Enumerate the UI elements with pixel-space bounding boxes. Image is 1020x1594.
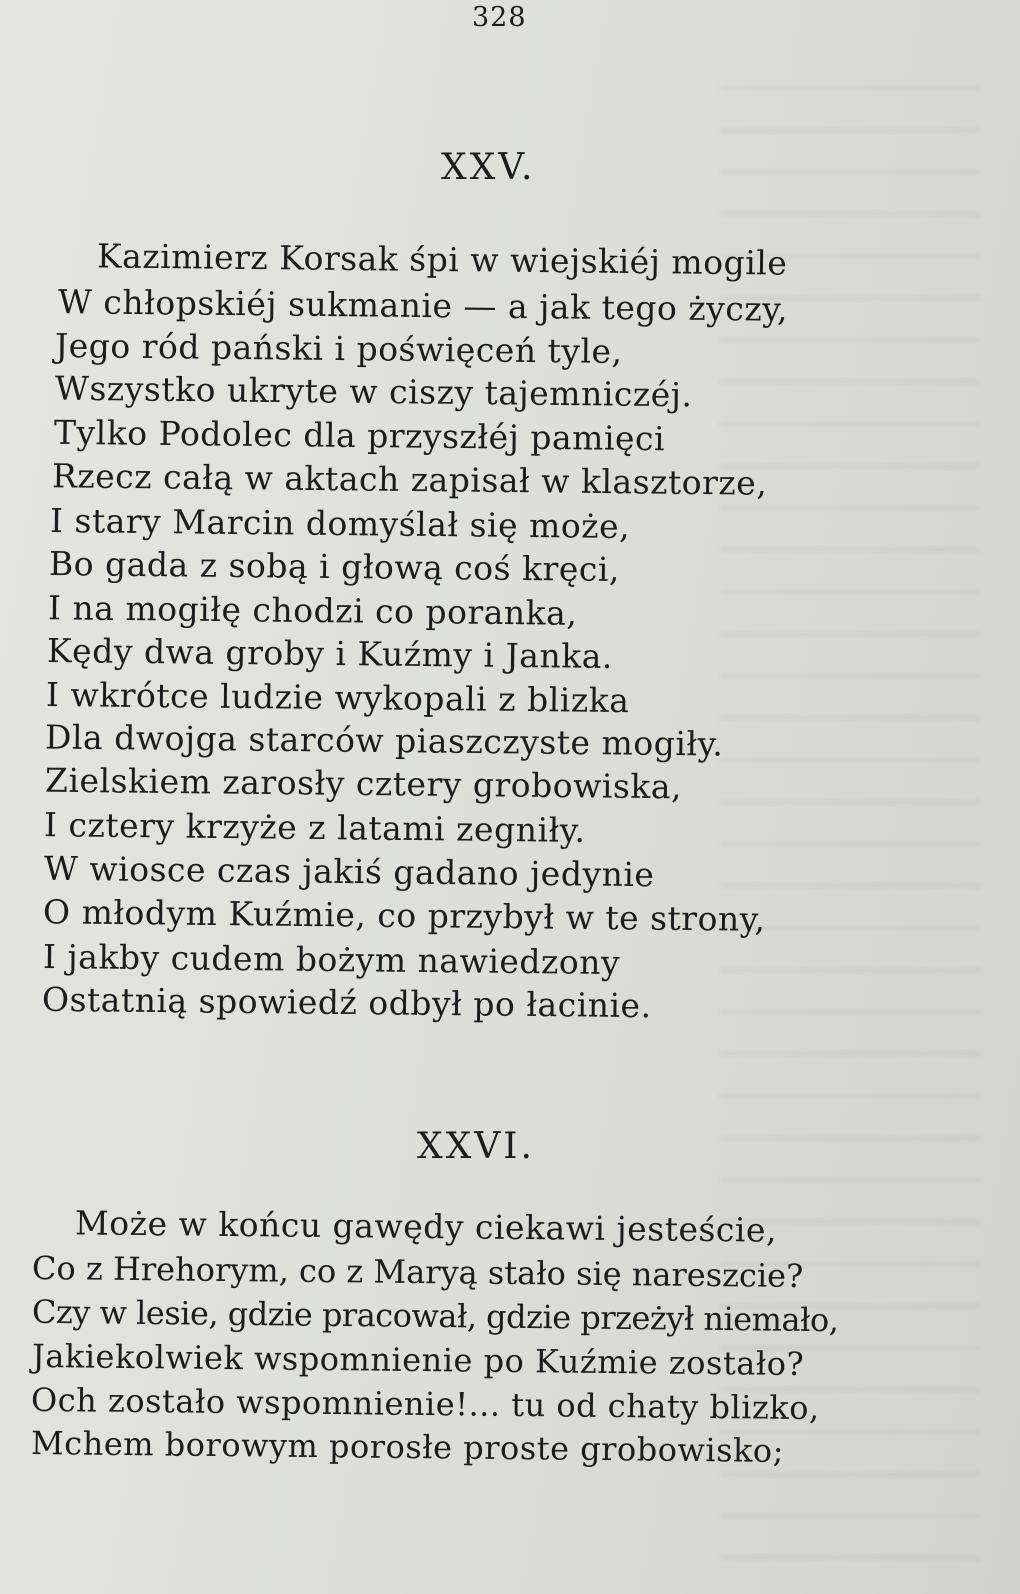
verse-line: Czy w lesie, gdzie pracował, gdzie przeżył niemało,: [31, 1292, 839, 1340]
verse-line: Jakiekolwiek wspomnienie po Kuźmie zostało?: [31, 1336, 805, 1384]
verse-line: Zielskiem zarosły cztery grobowiska,: [44, 760, 683, 807]
verse-line: Wszystko ukryte w ciszy tajemniczéj.: [54, 368, 693, 415]
verse-line: Może w końcu gawędy ciekawi jesteście,: [74, 1203, 778, 1250]
verse-line: Dla dwojga starców piaszczyste mogiły.: [44, 717, 724, 764]
verse-line: Ostatnią spowiedź odbył po łacinie.: [41, 979, 652, 1026]
page-number: 328: [472, 2, 527, 33]
verse-line: I stary Marcin domyślał się może,: [49, 500, 631, 547]
verse-line: Kędy dwa groby i Kuźmy i Janka.: [46, 631, 614, 676]
verse-line: Tylko Podolec dla przyszłéj pamięci: [53, 412, 666, 459]
verse-line: Mchem borowym porosłe proste grobowisko;: [30, 1424, 785, 1470]
verse-line: Bo gada z sobą i głową coś kręci,: [48, 544, 621, 589]
section-heading-xxvi: XXVI.: [417, 1126, 535, 1167]
verse-line: W wiosce czas jakiś gadano jedynie: [43, 848, 655, 895]
verse-line: Rzecz całą w aktach zapisał w klasztorze,: [51, 456, 768, 503]
verse-line: I jakby cudem bożym nawiedzony: [42, 936, 621, 983]
verse-line: I cztery krzyże z latami zegniły.: [43, 805, 586, 850]
verse-line: Kazimierz Korsak śpi w wiejskiéj mogile: [96, 236, 788, 283]
verse-line: I wkrótce ludzie wykopali z blizka: [45, 674, 630, 721]
verse-line: Jego ród pański i poświęceń tyle,: [54, 326, 623, 371]
verse-line: I na mogiłę chodzi co poranka,: [47, 588, 578, 633]
verse-line: O młodym Kuźmie, co przybył w te strony,: [42, 892, 766, 939]
verse-line: W chłopskiéj sukmanie — a jak tego życzy,: [57, 282, 789, 329]
verse-line: Co z Hrehorym, co z Maryą stało się nareszcie?: [31, 1248, 804, 1296]
section-heading-xxv: XXV.: [441, 147, 536, 188]
verse-line: Och zostało wspomnienie!... tu od chaty blizko,: [30, 1380, 820, 1428]
